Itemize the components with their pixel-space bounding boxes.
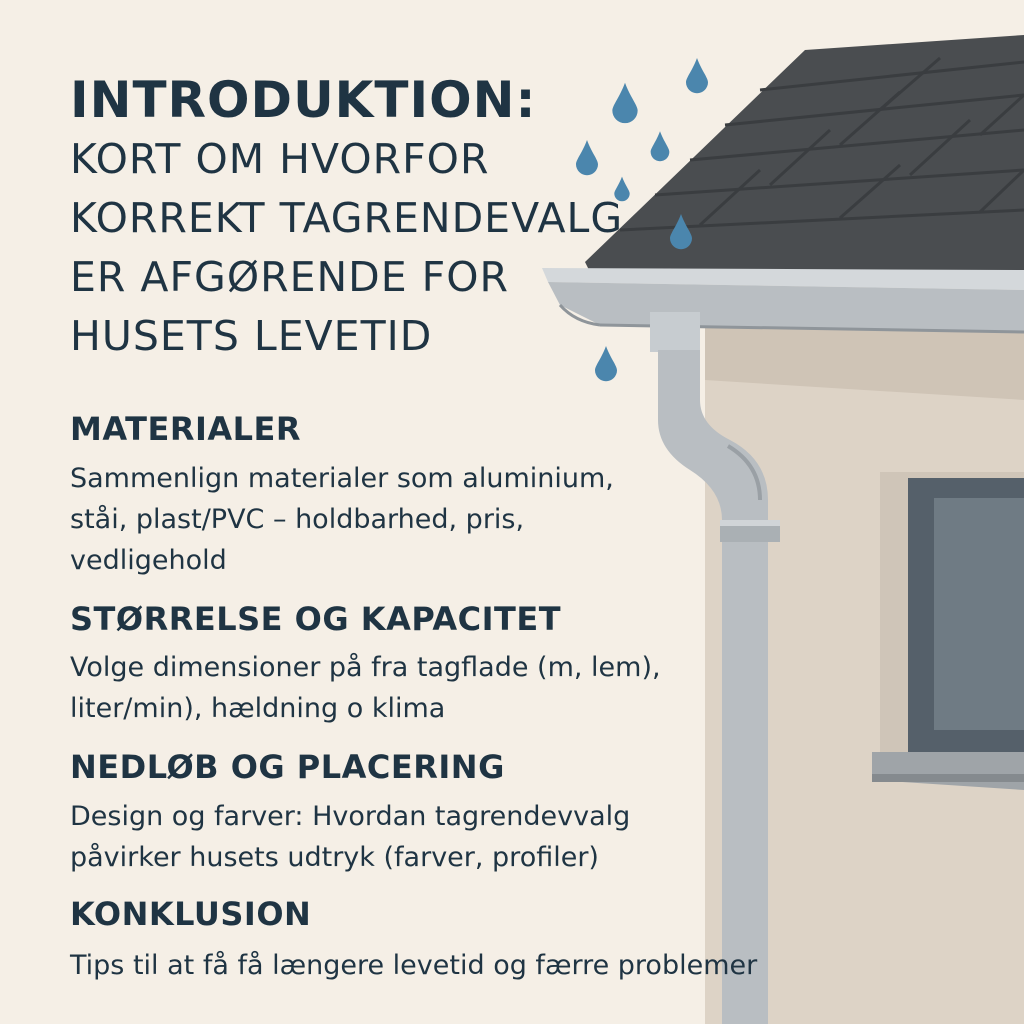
section-body-line: Design og farver: Hvordan tagrendevvalg <box>70 801 631 832</box>
section-body-line: Volge dimensioner på fra tagflade (m, lem), <box>70 652 661 683</box>
subtitle-line: HUSETS LEVETID <box>70 312 433 360</box>
section-heading-materialer: MATERIALER <box>70 410 302 448</box>
subtitle-line: KORREKT TAGRENDEVALG <box>70 194 624 242</box>
section-heading-konklusion: KONKLUSION <box>70 895 312 933</box>
section-body-stoerrelse <box>70 647 661 729</box>
section-body-materialer <box>70 458 614 581</box>
subtitle-line: ER AFGØRENDE FOR <box>70 253 510 301</box>
section-body-line: ståi, plast/PVC – holdbarhed, pris, <box>70 504 525 535</box>
page-subtitle <box>70 130 623 366</box>
section-body-line: Sammenlign materialer som aluminium, <box>70 463 614 494</box>
section-heading-stoerrelse: STØRRELSE OG KAPACITET <box>70 600 562 638</box>
raindrop-icon <box>612 83 637 123</box>
section-body-line: Tips til at få få længere levetid og færre problemer <box>70 950 758 981</box>
section-body-line: påvirker husets udtryk (farver, profiler) <box>70 842 599 873</box>
window-illustration <box>872 472 1024 790</box>
raindrop-icon <box>686 58 708 93</box>
section-body-line: vedligehold <box>70 545 227 576</box>
section-body-nedloeb <box>70 796 630 878</box>
section-body-line: liter/min), hældning o klima <box>70 693 446 724</box>
raindrop-icon <box>651 131 670 161</box>
section-body-konklusion <box>70 945 757 986</box>
page-title: INTRODUKTION: <box>70 71 537 129</box>
subtitle-line: KORT OM HVORFOR <box>70 135 490 183</box>
section-heading-nedloeb: NEDLØB OG PLACERING <box>70 748 505 786</box>
